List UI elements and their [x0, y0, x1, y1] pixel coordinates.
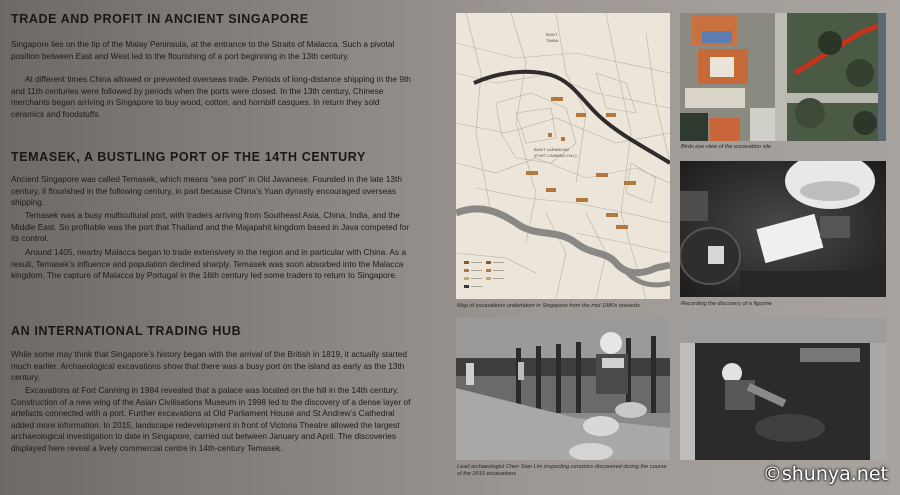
map-label-top-1: BUKIT — [546, 32, 558, 37]
lead-archaeologist-photo-graphic — [456, 318, 670, 460]
excavation-pit-photo — [680, 318, 886, 460]
lead-archaeologist-photo — [456, 318, 670, 460]
heading-trade-and-profit: TRADE AND PROFIT IN ANCIENT SINGAPORE — [11, 12, 309, 26]
excavation-map — [456, 13, 670, 299]
heading-international-trading-hub: AN INTERNATIONAL TRADING HUB — [11, 324, 242, 338]
figurine-photo — [680, 161, 886, 297]
figurine-caption: Recording the discovery of a figurine — [681, 301, 772, 307]
aerial-caption: Birds eye view of the excavation site — [681, 144, 772, 150]
watermark: ©shunya.net — [762, 463, 888, 485]
map-caption: Map of excavations undertaken in Singapore from the mid 1980s onwards — [457, 303, 640, 309]
paragraph: Excavations at Fort Canning in 1984 revealed that a palace was located on the hill in the 14th century. Construction of a new wing of the Asian Civilisations Museum in 1998 led to the discovery of a dense layer of artefacts connected with a port. Further excavations at Old Parliament House and St Andrew’s Cathedral added more information. In 2015, landscape redevelopment in front of Victoria Theatre allowed the largest archaeological investigation to date in Singapore, carried out between January and April. The discoveries displayed here reveal a lively commercial centre in 14th-century Temasek. — [11, 385, 411, 453]
hill-label-1: BUKIT LARANGAN — [534, 147, 569, 152]
paragraph: Singapore lies on the tip of the Malay Peninsula, at the entrance to the Straits of Malacca. Such a pivotal position between East and West led to the flourishing of a port beginning in the 13th century. — [11, 39, 395, 61]
paragraph: Around 1405, nearby Malacca began to trade extensively in the region and in particular with China. As a result, Temasek’s influence and population declined sharply. Temasek was soon absorbed into the Malacca kingdom. The capture of Malacca by Portugal in the 16th century led some traders to return to Singapore. — [11, 247, 406, 281]
paragraph: Ancient Singapore was called Temasek, which means “sea port” in Old Javanese. Founded in the late 13th century, it flourished in the following century, in part because China’s Yuan dynasty encouraged overseas shipping. — [11, 174, 402, 208]
paragraph: While some may think that Singapore’s history began with the arrival of the British in 1819, it actually started much earlier. Archaeological excavations show that there was a busy port on the island as early as the 13th century. — [11, 349, 407, 383]
figurine-photo-graphic — [680, 161, 886, 297]
aerial-photo — [680, 13, 886, 141]
hill-label-2: (FORT CANNING HILL) — [534, 153, 577, 158]
map-label-top-2: TIMAH — [546, 38, 559, 43]
paragraph: At different times China allowed or prevented overseas trade. Periods of long-distance shipping in the 9th and 11th centuries were followed by periods when the ports were closed. In the 13th century, Chinese merchants began arriving in Singapore to buy wood, cotton, and hornbill casques. In return they sold ceramics and foodstuffs. — [11, 74, 411, 119]
paragraph: Temasek was a busy multicultural port, with traders arriving from Southeast Asia, China, India, and the Middle East. So profitable was the port that Thailand and the Majapahit kingdom based in Java competed for its control. — [11, 210, 410, 244]
excavation-pit-photo-graphic — [680, 318, 886, 460]
map-graphic — [456, 13, 670, 299]
lead-archaeologist-caption: Lead archaeologist Chen Sian Lim inspecting ceramics discovered during the course of the 2015 excavations — [457, 464, 667, 477]
heading-temasek: TEMASEK, A BUSTLING PORT OF THE 14TH CENTURY — [11, 150, 366, 164]
aerial-photo-graphic — [680, 13, 886, 141]
